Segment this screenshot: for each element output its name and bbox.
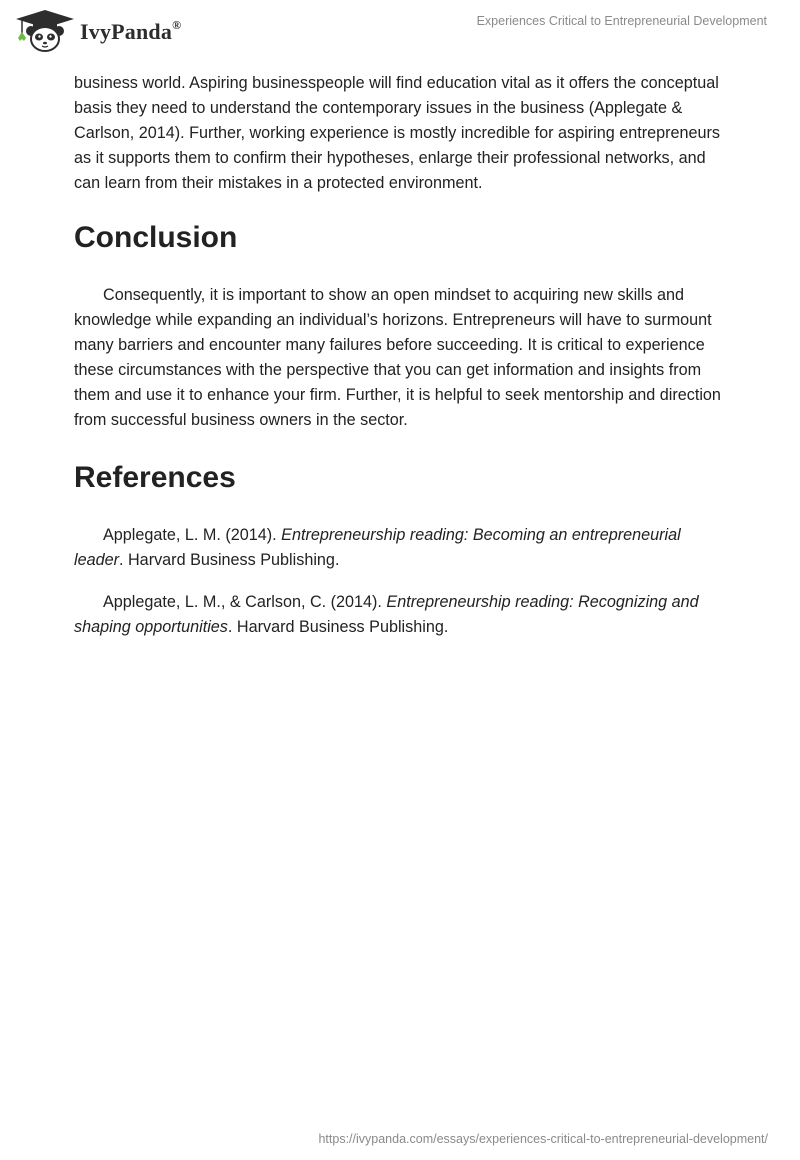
conclusion-heading: Conclusion xyxy=(74,221,238,254)
brand-name: IvyPanda® xyxy=(80,17,182,44)
conclusion-paragraph: Consequently, it is important to show an open mindset to acquiring new skills and knowledge while expanding an individual’s horizons. Entrepreneurs will have to surmount many barriers and encounter many failures before succeeding. It is critical to experience these circumstances with the perspective that you can get information and insights from them and use it to enhance your firm. Further, it is helpful to seek mentorship and direction from successful business owners in the sector. xyxy=(74,286,721,429)
panda-graduate-icon xyxy=(14,10,76,52)
references-heading: References xyxy=(74,461,236,494)
reference-item: Applegate, L. M., & Carlson, C. (2014). Entrepreneurship reading: Recognizing and shaping opportunities. Harvard Business Publishing. xyxy=(74,593,699,636)
reference-item: Applegate, L. M. (2014). Entrepreneurship reading: Becoming an entrepreneurial leader. Harvard Business Publishing. xyxy=(74,526,681,569)
ivypanda-logo[interactable] xyxy=(14,9,181,53)
intro-paragraph: business world. Aspiring businesspeople will find education vital as it offers the conceptual basis they need to understand the contemporary issues in the business (Applegate & Carlson, 2014). Further, working experience is mostly incredible for aspiring entrepreneurs as it supports them to confirm their hypotheses, enlarge their professional networks, and can learn from their mistakes in a protected environment. xyxy=(74,74,721,192)
document-title: Experiences Critical to Entrepreneurial Development xyxy=(476,14,767,28)
essay-content xyxy=(74,71,734,640)
page-header xyxy=(0,0,800,60)
footer-source-url[interactable]: https://ivypanda.com/essays/experiences-critical-to-entrepreneurial-development/ xyxy=(318,1132,768,1146)
